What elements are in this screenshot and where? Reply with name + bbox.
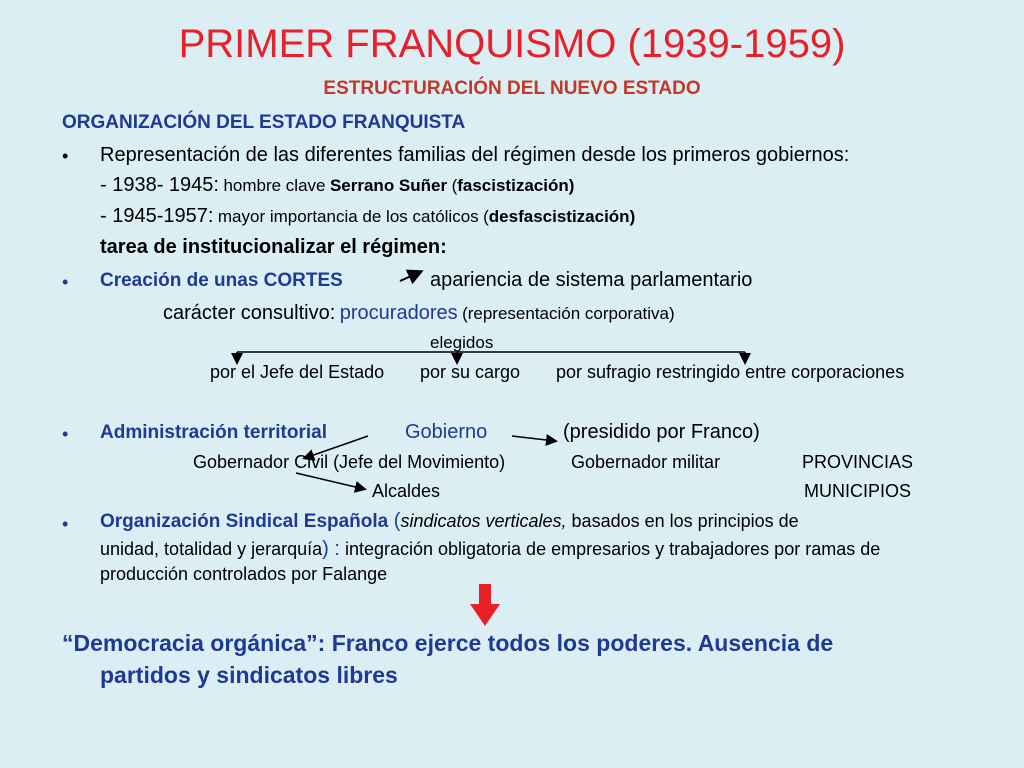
por-jefe-estado: por el Jefe del Estado bbox=[210, 362, 385, 382]
paren-open-2: ( bbox=[483, 207, 489, 226]
section-heading: ORGANIZACIÓN DEL ESTADO FRANQUISTA bbox=[62, 112, 466, 133]
procuradores: procuradores bbox=[339, 302, 458, 324]
period-1-text: hombre clave bbox=[223, 176, 326, 195]
sindical-principios: unidad, totalidad y jerarquía bbox=[100, 539, 323, 559]
period-2-text: mayor importancia de los católicos bbox=[217, 207, 479, 226]
arrow-alcaldes bbox=[296, 473, 364, 489]
sindical-rest1: basados en los principios de bbox=[566, 511, 799, 531]
sindical-line3: producción controlados por Falange bbox=[100, 564, 388, 584]
elegidos-label: elegidos bbox=[430, 333, 494, 352]
bullet-3-marker: • bbox=[62, 424, 69, 444]
institucionalizar-line: tarea de institucionalizar el régimen: bbox=[100, 236, 447, 258]
period-1938-1945: - 1938- 1945: bbox=[100, 174, 219, 196]
sindical-paren-close: ) : bbox=[322, 538, 340, 560]
gobierno-label: Gobierno bbox=[405, 421, 488, 443]
bullet-2-marker: • bbox=[62, 272, 69, 292]
desfascistizacion: desfascistización bbox=[488, 207, 630, 226]
sindical-paren-open: ( bbox=[388, 510, 401, 532]
sindical-integracion: integración obligatoria de empresarios y trabajadores por ramas de bbox=[339, 539, 881, 559]
consultivo-text: carácter consultivo bbox=[163, 302, 330, 324]
red-down-arrow-icon bbox=[470, 584, 500, 626]
page-subtitle: ESTRUCTURACIÓN DEL NUEVO ESTADO bbox=[323, 78, 701, 99]
serrano-suner: Serrano Suñer bbox=[329, 176, 448, 195]
representacion-corporativa: (representación corporativa) bbox=[462, 304, 675, 323]
cortes-arrow bbox=[400, 272, 420, 281]
cortes-result: apariencia de sistema parlamentario bbox=[430, 269, 753, 291]
gobernador-civil: Gobernador Civil (Jefe del Movimiento) bbox=[193, 452, 506, 472]
arrow-gob-civil bbox=[305, 436, 368, 458]
cortes-label: Creación de unas CORTES bbox=[100, 270, 343, 291]
consultivo-colon: : bbox=[329, 302, 336, 324]
administracion-label: Administración territorial bbox=[100, 422, 327, 443]
bullet-1-marker: • bbox=[62, 146, 69, 166]
presidido-label: (presidido por Franco) bbox=[563, 421, 760, 443]
bullet-4-marker: • bbox=[62, 514, 69, 534]
gobernador-militar: Gobernador militar bbox=[571, 452, 721, 472]
por-sufragio: por sufragio restringido entre corporaciones bbox=[556, 362, 905, 382]
sindicatos-verticales: sindicatos verticales, bbox=[400, 511, 567, 531]
arrow-presidido bbox=[512, 436, 555, 441]
paren-close-1: ) bbox=[568, 176, 575, 195]
fascistizacion: fascistización bbox=[457, 176, 569, 195]
conclusion-line1: “Democracia orgánica”: Franco ejerce todos los poderes. Ausencia de bbox=[62, 630, 834, 656]
paren-close-2: ) bbox=[629, 207, 636, 226]
provincias-label: PROVINCIAS bbox=[802, 452, 914, 472]
alcaldes-label: Alcaldes bbox=[372, 481, 441, 501]
paren-open-1: ( bbox=[451, 176, 458, 195]
por-su-cargo: por su cargo bbox=[420, 362, 521, 382]
municipios-label: MUNICIPIOS bbox=[804, 481, 912, 501]
page-title: PRIMER FRANQUISMO (1939-1959) bbox=[178, 22, 846, 66]
bullet-1-line1: Representación de las diferentes familias del régimen desde los primeros gobiernos: bbox=[100, 144, 850, 166]
conclusion-line2: partidos y sindicatos libres bbox=[100, 662, 398, 688]
period-1945-1957: - 1945-1957: bbox=[100, 205, 214, 227]
sindical-label: Organización Sindical Española bbox=[100, 511, 389, 532]
